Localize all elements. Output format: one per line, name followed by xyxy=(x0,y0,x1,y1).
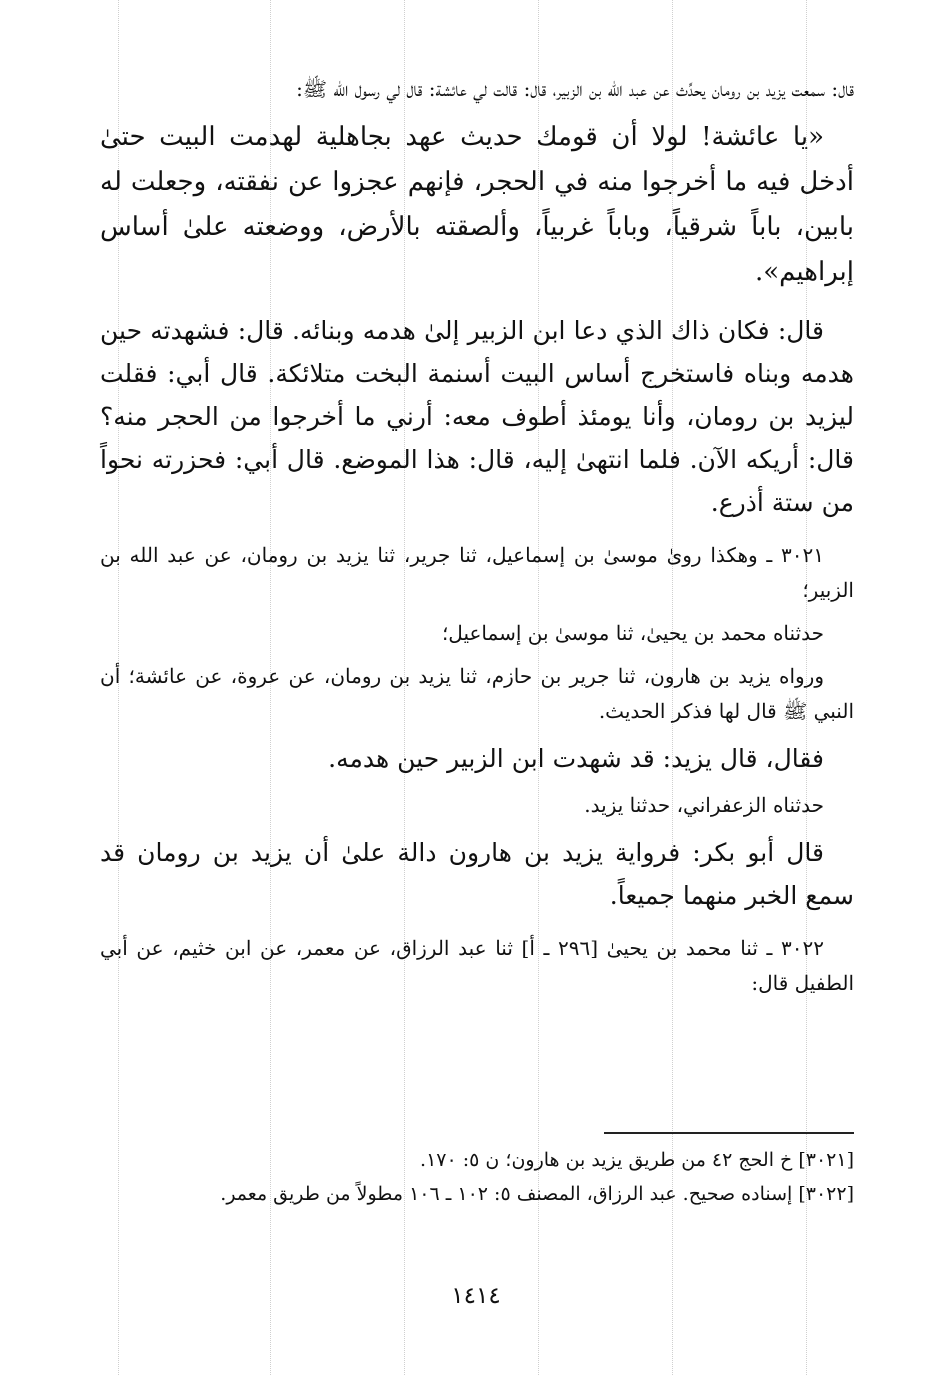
paragraph-isnad-intro: قال: سمعت يزيد بن رومان يحدِّث عن عبد الله بن الزبير، قال: قالت لي عائشة: قال لي رسول الله ﷺ: xyxy=(296,77,854,101)
paragraph-chain-3: حدثناه الزعفراني، حدثنا يزيد. xyxy=(584,793,824,817)
footnote-3022: [٣٠٢٢] إسناده صحيح. عبد الرزاق، المصنف ٥: ١٠٢ ـ ١٠٦ مطولاً من طريق معمر. xyxy=(220,1183,854,1205)
footnote-3021: [٣٠٢١] خ الحج ٤٢ من طريق يزيد بن هارون؛ ن ٥: ١٧٠. xyxy=(420,1149,854,1171)
footnote-separator xyxy=(604,1132,854,1134)
paragraph-hadith-3021: ٣٠٢١ ـ وهكذا روىٰ موسىٰ بن إسماعيل، ثنا جرير، ثنا يزيد بن رومان، عن عبد الله بن الزبير؛ xyxy=(100,543,854,602)
page-number: ١٤١٤ xyxy=(451,1283,501,1309)
paragraph-hadith-3022: ٣٠٢٢ ـ ثنا محمد بن يحيىٰ [٢٩٦ ـ أ] ثنا عبد الرزاق، عن معمر، عن ابن خثيم، عن أبي الطفيل قال: xyxy=(100,936,854,995)
paragraph-chain-2: ورواه يزيد بن هارون، ثنا جرير بن حازم، ثنا يزيد بن رومان، عن عروة، عن عائشة؛ أن النبي ﷺ قال لها فذكر الحديث. xyxy=(100,664,854,723)
paragraph-narration: قال: فكان ذاك الذي دعا ابن الزبير إلىٰ هدمه وبنائه. قال: فشهدته حين هدمه وبناه فاستخرج أساس البيت أسنمة البخت متلائكة. قال أبي: فقلت ليزيد بن رومان، وأنا يومئذ أطوف معه: أرني ما أخرجوا من الحجر منه؟ قال: أريكه الآن. فلما انتهىٰ إليه، قال: هذا الموضع. قال أبي: فحزرته نحواً من ستة أذرع. xyxy=(100,316,854,517)
paragraph-chain-1: حدثناه محمد بن يحيىٰ، ثنا موسىٰ بن إسماعيل؛ xyxy=(441,621,824,645)
paragraph-hadith-text: «يا عائشة! لولا أن قومك حديث عهد بجاهلية لهدمت البيت حتىٰ أدخل فيه ما أخرجوا منه في الحجر، فإنهم عجزوا عن نفقته، وجعلت له بابين، باباً شرقياً، وباباً غربياً، وألصقته بالأرض، ووضعته علىٰ أساس إبراهيم». xyxy=(100,122,854,287)
paragraph-abu-bakr-comment: قال أبو بكر: فرواية يزيد بن هارون دالة علىٰ أن يزيد بن رومان قد سمع الخبر منهما جميعاً. xyxy=(100,838,854,910)
footnotes xyxy=(100,1143,854,1211)
main-text xyxy=(100,72,854,1001)
paragraph-yazid-statement: فقال، قال يزيد: قد شهدت ابن الزبير حين هدمه. xyxy=(328,744,824,773)
